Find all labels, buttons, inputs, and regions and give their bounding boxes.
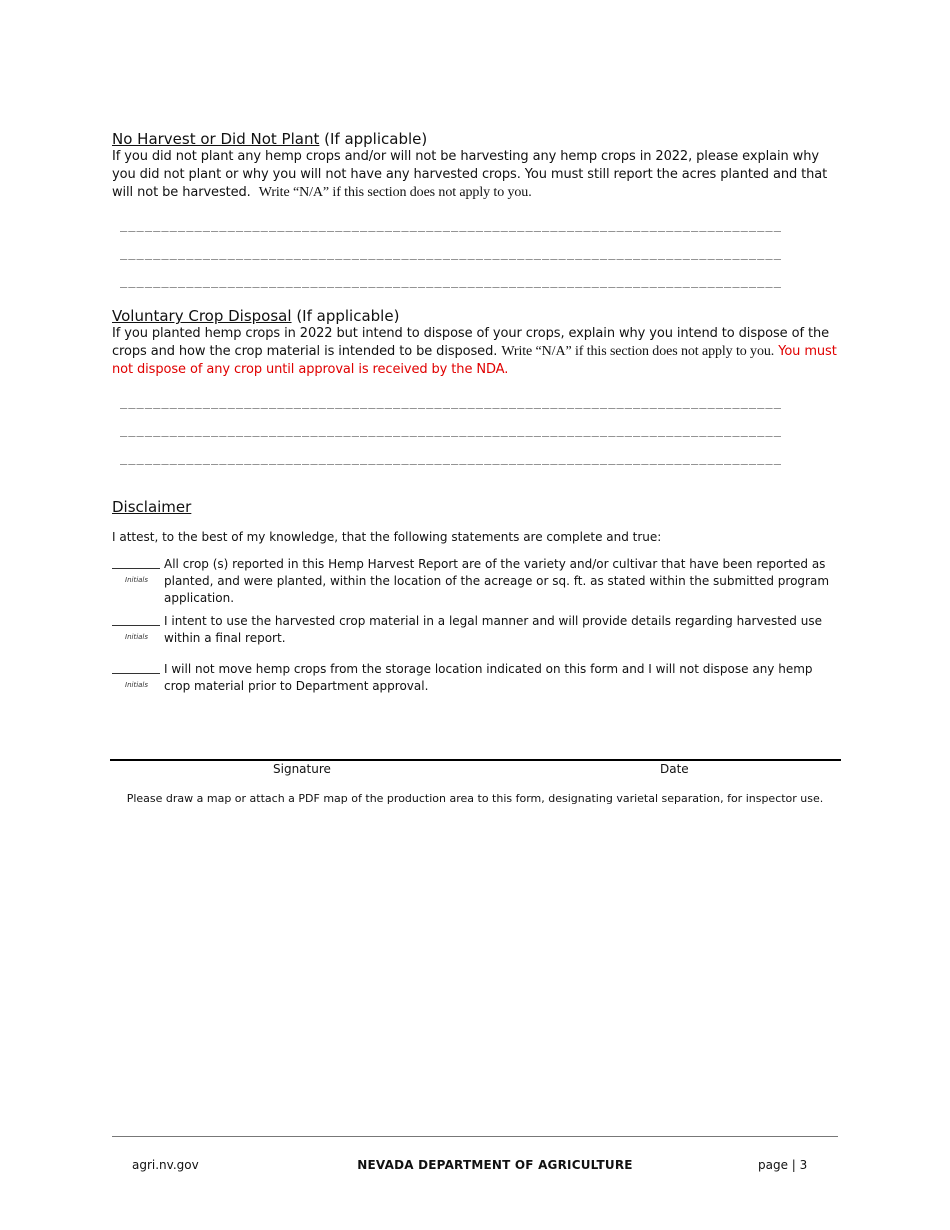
map-note: Please draw a map or attach a PDF map of the production area to this form, designating varietal separation, for inspector use. (126, 792, 824, 805)
no-harvest-body-paragraph (112, 148, 842, 202)
disposal-answer-line-1[interactable]: ________________________________________________________________________________ (120, 395, 782, 409)
no-harvest-body: If you did not plant any hemp crops and/or will not be harvesting any hemp crops in 2022, please explain why you did not plant or why you will not have any harvested crops. You must still report the acres planted and that will not be harvested. (112, 149, 828, 200)
no-harvest-heading (112, 130, 842, 148)
disclaimer-section (112, 498, 842, 516)
footer-divider (112, 1136, 838, 1137)
disclaimer-title: Disclaimer (112, 498, 192, 516)
disclaimer-heading (112, 498, 842, 516)
no-harvest-applicability: (If applicable) (324, 130, 428, 148)
disclaimer-item-2 (112, 613, 842, 645)
no-harvest-answer-line-1[interactable]: ________________________________________________________________________________ (120, 218, 782, 232)
no-harvest-section (112, 130, 842, 202)
disclaimer-item-text-2: I intent to use the harvested crop material in a legal manner and will provide details regarding harvested use within a final report. (164, 614, 822, 645)
disposal-section (112, 307, 842, 379)
disclaimer-item-3 (112, 661, 842, 693)
initials-label-2: Initials (125, 633, 149, 641)
signature-line[interactable] (110, 759, 841, 761)
disposal-body: If you planted hemp crops in 2022 but intend to dispose of your crops, explain why you intend to dispose of the crops and how the crop material is intended to be disposed. (112, 326, 829, 359)
disposal-body-paragraph (112, 325, 842, 379)
disclaimer-item-text-1: All crop (s) reported in this Hemp Harvest Report are of the variety and/or cultivar that have been reported as planted, and were planted, within the location of the acreage or sq. ft. as stated within the submitted program application. (164, 557, 830, 605)
initials-label-1: Initials (125, 576, 149, 584)
disposal-title: Voluntary Crop Disposal (112, 307, 292, 325)
no-harvest-answer-line-2[interactable]: ________________________________________________________________________________ (120, 246, 782, 260)
disposal-heading (112, 307, 842, 325)
footer-department: NEVADA DEPARTMENT OF AGRICULTURE (357, 1158, 633, 1172)
disposal-instruction: Write “N/A” if this section does not apply to you. (501, 344, 775, 359)
disclaimer-item-1 (112, 556, 842, 605)
signature-label: Signature (273, 762, 331, 776)
attest-statement: I attest, to the best of my knowledge, that the following statements are complete and true: (112, 530, 662, 544)
date-label: Date (660, 762, 689, 776)
footer-page-number: page | 3 (758, 1158, 808, 1172)
disposal-answer-line-3[interactable]: ________________________________________________________________________________ (120, 451, 782, 465)
footer-website: agri.nv.gov (132, 1158, 199, 1172)
initials-field-2[interactable] (112, 613, 160, 626)
disposal-warning: You must not dispose of any crop until approval is received by the NDA. (112, 344, 837, 377)
no-harvest-answer-line-3[interactable]: ________________________________________________________________________________ (120, 274, 782, 288)
initials-field-3[interactable] (112, 661, 160, 674)
no-harvest-title: No Harvest or Did Not Plant (112, 130, 320, 148)
initials-field-1[interactable] (112, 556, 160, 569)
initials-label-3: Initials (125, 681, 149, 689)
disposal-answer-line-2[interactable]: ________________________________________________________________________________ (120, 423, 782, 437)
disposal-applicability: (If applicable) (296, 307, 400, 325)
disclaimer-item-text-3: I will not move hemp crops from the storage location indicated on this form and I will not dispose any hemp crop material prior to Department approval. (164, 662, 813, 693)
no-harvest-instruction: Write “N/A” if this section does not apply to you. (258, 185, 532, 200)
